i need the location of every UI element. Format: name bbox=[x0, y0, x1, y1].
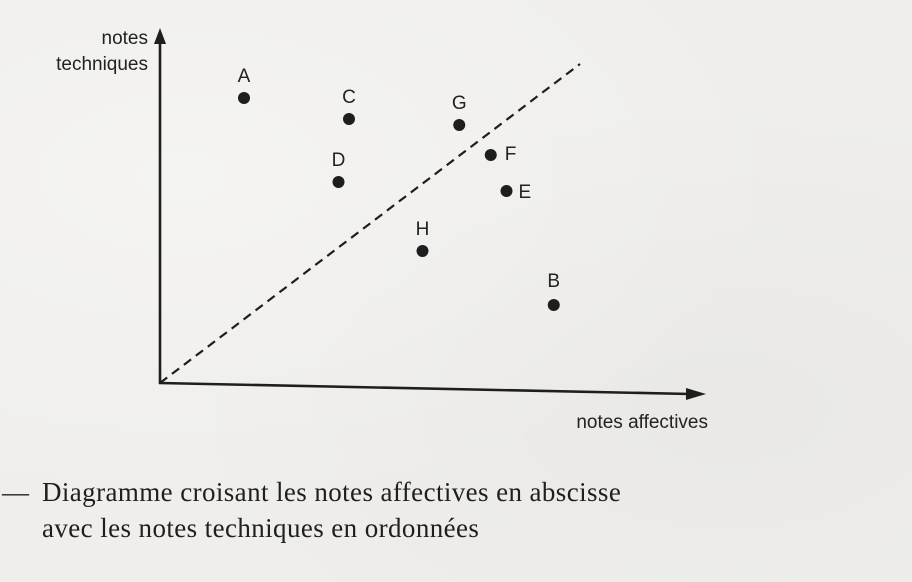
x-axis-line bbox=[159, 383, 690, 394]
x-axis-arrowhead bbox=[686, 388, 706, 400]
data-point-label-e: E bbox=[518, 182, 532, 203]
data-point-label-a: A bbox=[237, 66, 251, 87]
data-point-c bbox=[343, 113, 355, 125]
reference-line-group bbox=[160, 64, 580, 383]
data-point-label-f: F bbox=[504, 144, 517, 165]
data-point-b bbox=[548, 299, 560, 311]
caption-line-1 bbox=[0, 474, 900, 510]
axis-labels-group bbox=[56, 28, 708, 433]
data-point-g bbox=[453, 119, 465, 131]
x-axis-label: notes affectives bbox=[576, 412, 708, 433]
y-axis-arrowhead bbox=[154, 28, 166, 44]
dashed-diagonal-line bbox=[160, 64, 580, 383]
figure-caption bbox=[0, 474, 900, 546]
data-point-label-h: H bbox=[415, 219, 430, 240]
data-point-e bbox=[501, 185, 513, 197]
data-point-d bbox=[333, 176, 345, 188]
data-point-label-b: B bbox=[547, 271, 561, 292]
data-point-a bbox=[238, 92, 250, 104]
caption-line-2: avec les notes techniques en ordonnées bbox=[42, 513, 480, 543]
data-point-label-d: D bbox=[331, 150, 346, 171]
caption-dash: — bbox=[2, 477, 30, 507]
y-axis-label-line-1: notes bbox=[101, 28, 148, 49]
data-point-label-g: G bbox=[451, 93, 467, 114]
data-points-group bbox=[238, 66, 560, 311]
data-point-label-c: C bbox=[342, 87, 356, 108]
data-point-h bbox=[417, 245, 429, 257]
data-point-f bbox=[485, 149, 497, 161]
y-axis-label-line-2: techniques bbox=[56, 54, 148, 75]
caption-text-1: Diagramme croisant les notes affectives en abscisse bbox=[42, 477, 622, 507]
